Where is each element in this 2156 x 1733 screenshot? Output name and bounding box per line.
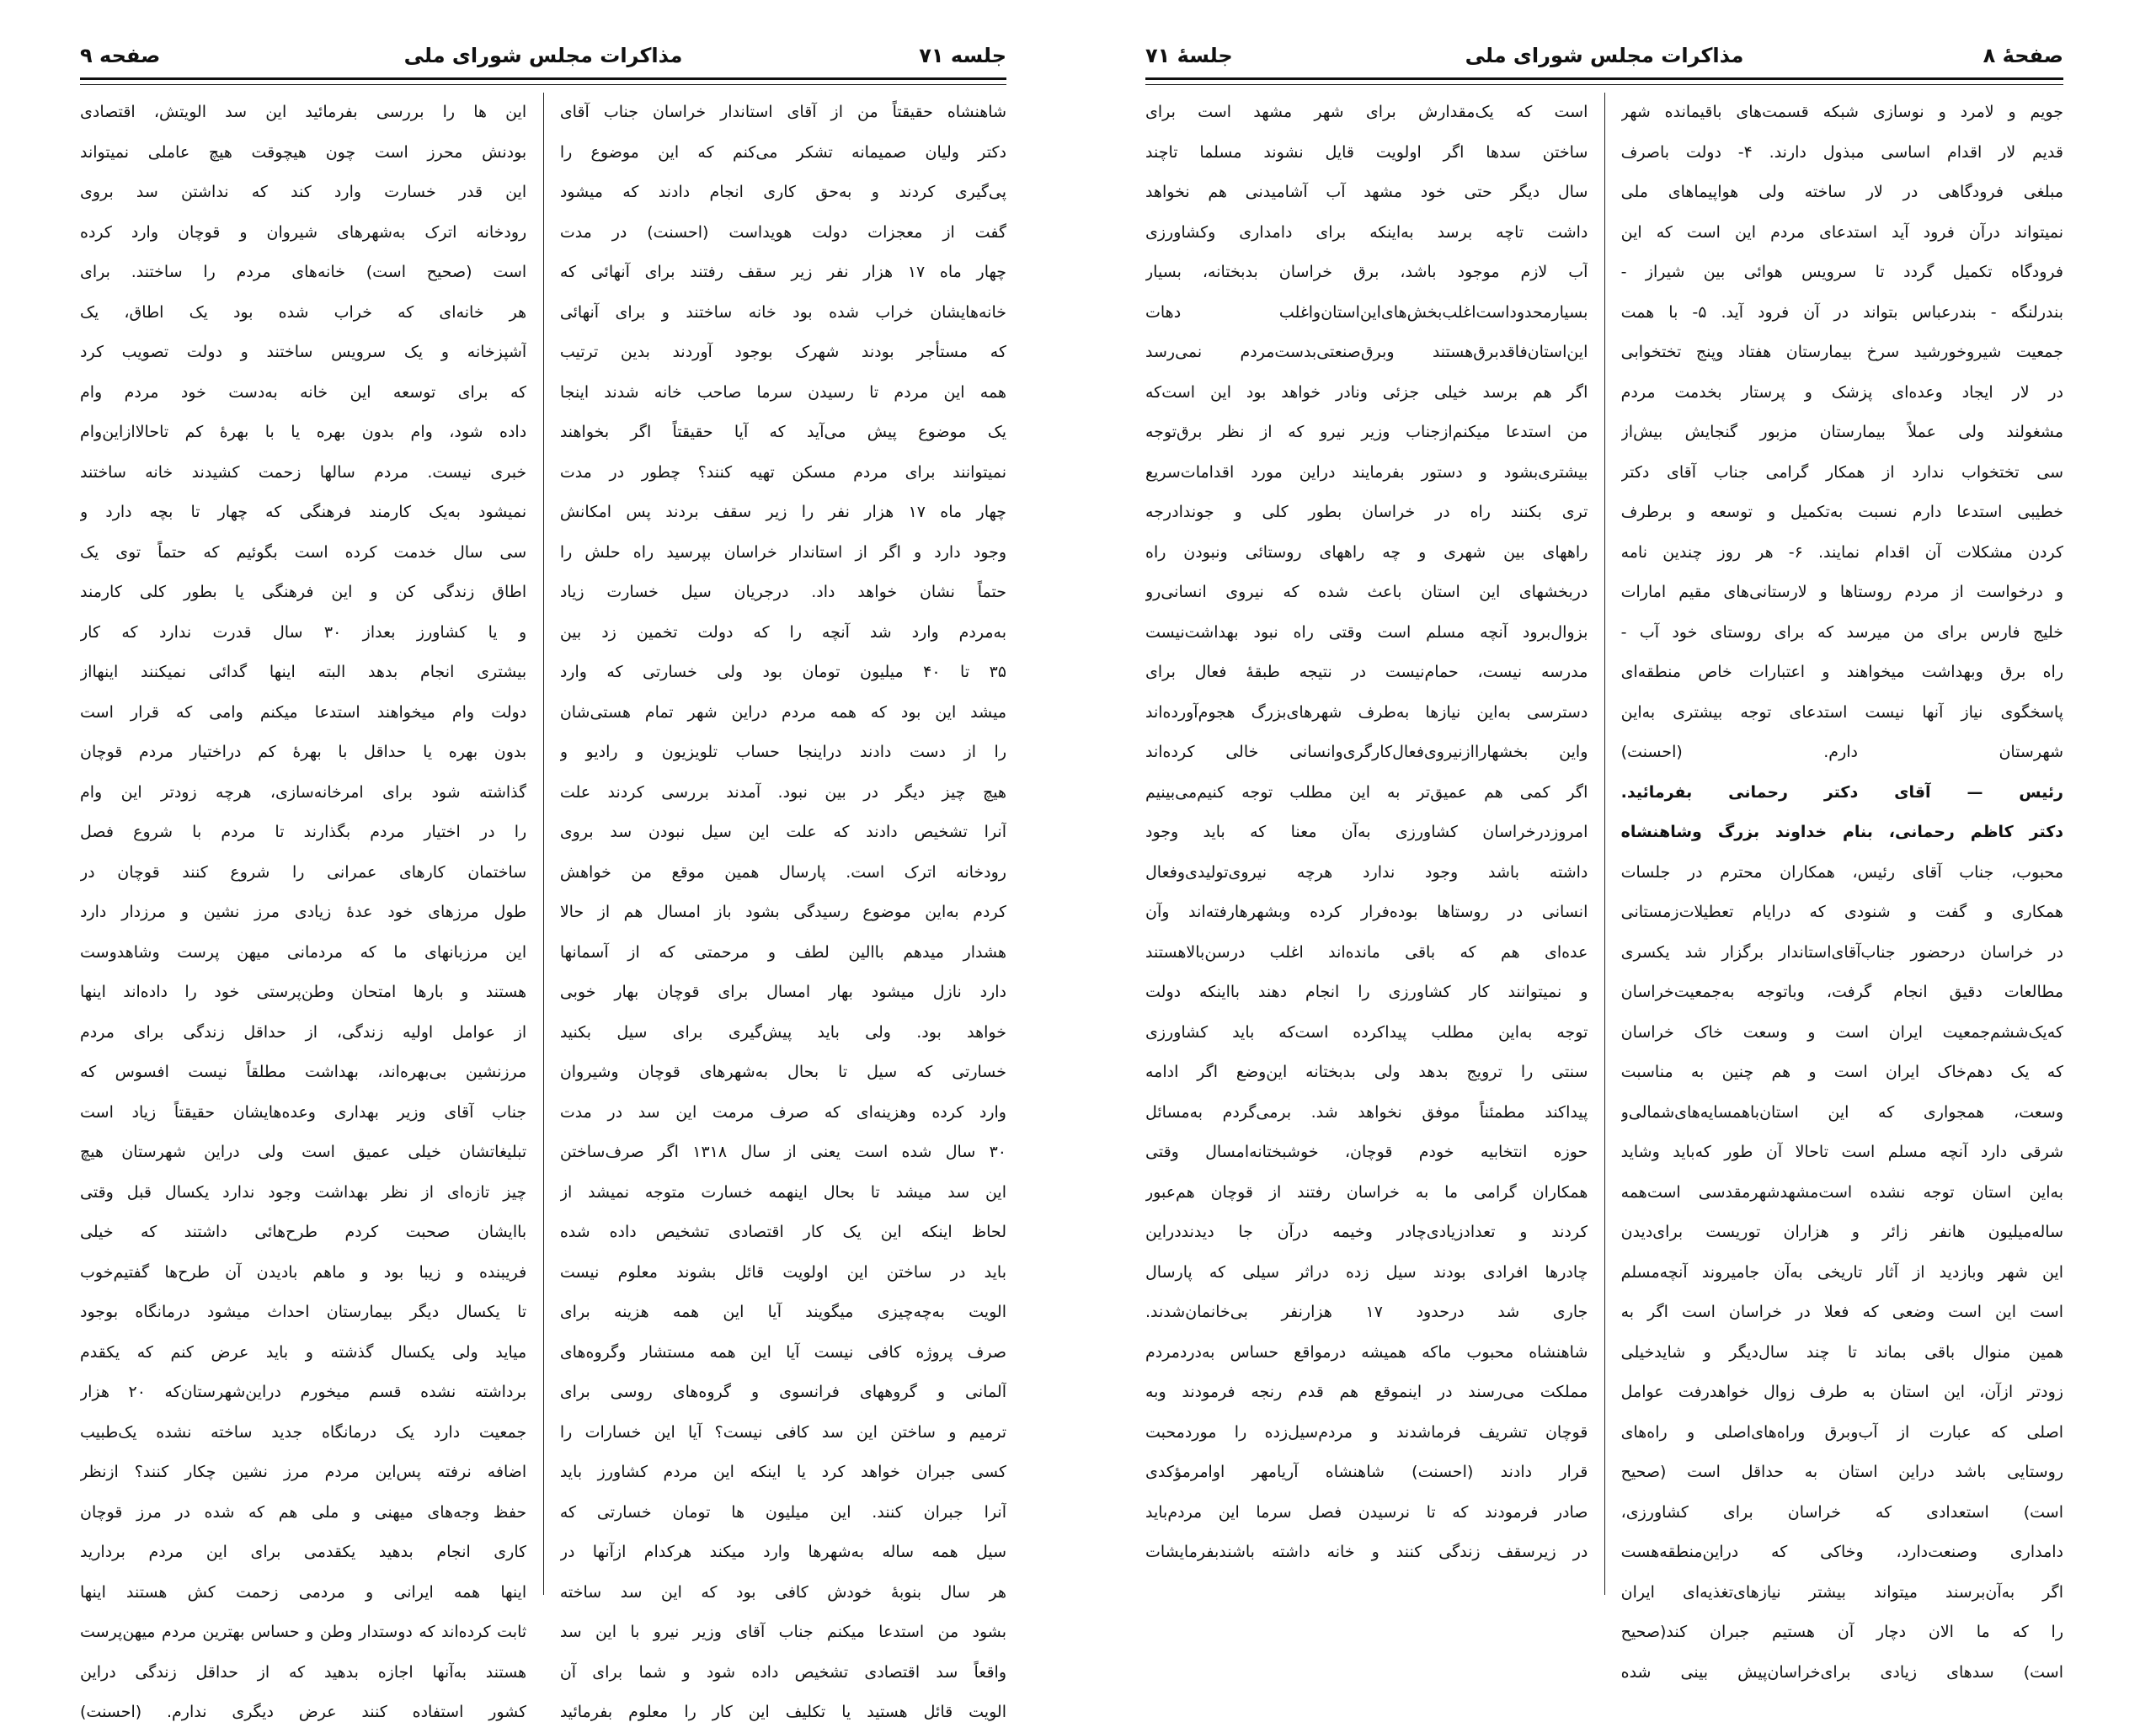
- text-line: تا یکسال دیگر بیمارستان احداث میشود درمانگاه بوجود: [80, 1303, 527, 1321]
- text-line: است این است وضعی که فعلا در خراسان است اگر به: [1620, 1303, 2063, 1321]
- text-line: الویت به‌چه‌چیزی میگویند آیا این همه هزینه برای: [559, 1303, 1006, 1321]
- text-line: کسی جبران خواهد کرد یا اینکه این مردم کشاورز باید: [559, 1463, 1006, 1481]
- text-line: ساختن سدها اگر اولویت قایل نشوند مسلما تاچند: [1145, 142, 1588, 162]
- text-line: جناب آقای وزیر بهداری وعده‌هایشان حقیقتاً زیاد است: [80, 1102, 527, 1122]
- text-line: دسترسی به‌این نیازها به‌طرف شهرهای‌بزرگ هجوم‌آورده‌اند: [1145, 702, 1588, 722]
- text-line: خبری نیست. مردم سالها زحمت کشیدند خانه ساختند: [80, 462, 527, 482]
- text-line: صرف پروژه کافی نیست آیا این همه مستشار وگروه‌های: [559, 1342, 1006, 1362]
- text-line: هستند و بارها امتحان وطن‌پرستی خود را داده‌اند اینها: [80, 983, 527, 1001]
- text-line: گذاشته شود برای امرخانه‌سازی، هرچه زودتر این وام: [80, 782, 527, 802]
- text-line: لحاظ اینکه این یک کار اقتصادی تشخیص داده شده: [559, 1223, 1006, 1241]
- text-line: این سد میشد تا بحال اینهمه خسارت متوجه نمیشد از: [559, 1182, 1006, 1202]
- text-line: سنتی را ترویج بدهد ولی بدبختانه این‌وضع اگر ادامه: [1145, 1063, 1588, 1081]
- text-line: در خراسان درحضور جناب‌آقای‌استاندار برگزار شد یکسری: [1620, 942, 2063, 962]
- text-columns: [80, 93, 1006, 1721]
- text-line: گفت از معجزات دولت هویداست (احسنت) در مدت: [559, 222, 1006, 242]
- text-line: چادرها افرادی بودند سیل زده دراثر سیلی که پارسال: [1145, 1262, 1588, 1282]
- text-line: هر خانه‌ای که خراب شده بود یک اطاق، یک: [80, 302, 527, 322]
- text-line: که مستأجر بودند شهرک بوجود آوردند بدین ترتیب: [559, 343, 1006, 361]
- text-line: ثابت کرده‌اند که دوستدار وطن و حساس بهترین مردم میهن‌پرست: [80, 1623, 527, 1641]
- text-line: بیشتری انجام بدهد البته اینها گدائی نمیکنند اینهااز: [80, 663, 527, 681]
- text-line: حوزه انتخابیه خودم قوچان، خوشبختانه‌امسال وقتی: [1145, 1143, 1588, 1161]
- text-line: آب لازم موجود باشد، برق خراسان بدبختانه، بسیار: [1145, 263, 1588, 281]
- header-rule: [1145, 84, 2063, 85]
- text-line: داشت تاچه برسد به‌اینکه برای دامداری وکشاورزی: [1145, 222, 1588, 242]
- text-line: که یک دهم‌خاک ایران است و هم چنین به مناسبت: [1620, 1063, 2063, 1081]
- text-line: چیز تازه‌ای از نظر بهداشت وجود ندارد یکسال قبل وقتی: [80, 1182, 527, 1202]
- text-line: قدیم لار اقدام اساسی مبذول دارند. ۴- دولت باصرف: [1620, 142, 2063, 162]
- text-line: جاری شد درحدود ۱۷ هزارنفر بی‌خانمان‌شدند.: [1145, 1303, 1588, 1321]
- column-right: [559, 93, 1006, 1721]
- text-line: جویم و لامرد و نوسازی شبکه قسمت‌های باقیمانده شهر: [1620, 103, 2063, 121]
- text-line: واین بخشهارا‌ازنیروی‌فعال‌کارگری‌وانسانی خالی کرده‌اند: [1145, 743, 1588, 761]
- text-line: است (صحیح است) خانه‌های مردم را ساختند. برای: [80, 263, 527, 281]
- text-line: بدون بهره یا حداقل با بهرهٔ کم دراختیار مردم قوچان: [80, 743, 527, 761]
- text-line: کاری انجام بدهید یکقدمی برای این مردم بردارید: [80, 1543, 527, 1561]
- text-line: چهار ماه ۱۷ هزار نفر زیر سقف رفتند برای آنهائی که: [559, 263, 1006, 281]
- text-line: پیداکند مطمئناً موفق نخواهد شد. برمی‌گردم به‌مسائل: [1145, 1102, 1588, 1122]
- text-line: رودخانه اترک به‌شهرهای شیروان و قوچان وارد کرده: [80, 222, 527, 242]
- text-line: زودتر ازآن، این استان به طرف زوال خواهدرفت عوامل: [1620, 1383, 2063, 1401]
- journal-title: مذاکرات مجلس شورای ملی: [403, 44, 683, 67]
- session-label: جلسهٔ ۷۱: [1145, 44, 1233, 67]
- journal-title: مذاکرات مجلس شورای ملی: [1465, 44, 1744, 67]
- text-line: انسانی در روستاها بوده‌فرار کرده وبشهرها‌رفته‌اند وآن: [1145, 903, 1588, 921]
- page-9: [80, 34, 1006, 1721]
- text-line: بندرلنگه - بندرعباس بتواند در آن فرود آید. ۵- با همت: [1620, 302, 2063, 322]
- text-line: توجه به‌این مطلب پیداکرده است‌که باید کشاورزی: [1145, 1022, 1588, 1042]
- text-line: مطالعات دقیق انجام گرفت، وباتوجه به‌جمعیت‌خراسان: [1620, 983, 2063, 1001]
- session-label: جلسه ۷۱: [919, 44, 1006, 67]
- text-line: میاید ولی یکسال گذشته و باید عرض کنم که یکقدم: [80, 1342, 527, 1362]
- text-line: این ها را بررسی بفرمائید این سد الویتش، اقتصادی: [80, 103, 527, 121]
- text-line: من استدعا میکنم‌ازجناب وزیر نیرو که از نظر برق‌توجه: [1145, 423, 1588, 441]
- text-line: صادر فرمودند که تا نرسیدن فصل سرما این مردم‌باید: [1145, 1502, 1588, 1522]
- text-line: بشود من استدعا میکنم جناب آقای وزیر نیرو با این سد: [559, 1623, 1006, 1641]
- text-line: را از دست دادند دراینجا حساب تلویزیون و رادیو و: [559, 743, 1006, 761]
- text-line: دکتر ولیان صمیمانه تشکر می‌کنم که این موضوع را: [559, 142, 1006, 162]
- text-line: بودنش محرز است چون هیچوقت هیچ عاملی نمیتواند: [80, 142, 527, 162]
- text-line: هیچ چیز دیگر در بین نبود. آمدند بررسی کردند علت: [559, 782, 1006, 802]
- text-line: کردم به‌این موضوع رسیدگی بشود باز امسال هم از حالا: [559, 903, 1006, 921]
- text-line: سی تختخواب ندارد از همکار گرامی جناب آقای دکتر: [1620, 462, 2063, 482]
- text-line: آشپزخانه و یک سرویس ساختند و دولت تصویب کرد: [80, 343, 527, 361]
- text-line: خطیبی استدعا دارم نسبت به‌تکمیل و توسعه و برطرف: [1620, 503, 2063, 521]
- text-line: اگر هم برسد خیلی جزئی ونادر خواهد بود این است‌که: [1145, 382, 1588, 402]
- text-line: راههای بین شهری و چه راههای روستائی ونبودن راه: [1145, 542, 1588, 562]
- text-line: شاهنشاه حقیقتاً من از آقای استاندار خراسان جناب آقای: [559, 103, 1006, 121]
- text-line: ۳۵ تا ۴۰ میلیون تومان بود ولی خسارتی که وارد: [559, 663, 1006, 681]
- text-line: نمیتوانند برای مردم مسکن تهیه کنند؟ چطور در مدت: [559, 462, 1006, 482]
- text-line: اطاق زندگی کن و این فرهنگی یا بطور کلی کارمند: [80, 583, 527, 601]
- text-line: این مرزبانهای ما که مردمانی میهن پرست وشاهدوست: [80, 942, 527, 962]
- text-line: شرقی دارد آنچه مسلم است تاحالا آن طور که‌باید وشاید: [1620, 1143, 2063, 1161]
- text-line: جمعیت شیروخورشید سرخ بیمارستان هفتاد وپنج تختخوابی: [1620, 343, 2063, 361]
- text-line: بسیارمحدوداست‌اغلب‌بخش‌های‌این‌استان‌واغلب دهات: [1145, 302, 1588, 322]
- text-line: به‌مردم وارد شد آنچه را که دولت تخمین زد بین: [559, 622, 1006, 642]
- text-line: قرار دادند (احسنت) شاهنشاه آریامهر اوامرمؤکدی: [1145, 1463, 1588, 1481]
- text-line: دولت وام میخواهند استدعا میکنم وامی که قرار است: [80, 702, 527, 722]
- page-header: [1145, 34, 2063, 80]
- text-line: وسعت، همجواری که این استان‌باهمسایه‌های‌شمالی‌و: [1620, 1102, 2063, 1122]
- text-line: حفظ وجه‌های میهنی و ملی هم که شده در مرز قوچان: [80, 1502, 527, 1522]
- text-line: بیشتری‌بشود و دستور بفرمایند دراین مورد اقدامات‌سریع: [1145, 462, 1588, 482]
- text-line: نمیتواند درآن فرود آید استدعای مردم این است که این: [1620, 222, 2063, 242]
- text-line: هشدار میدهم باالین لطف و مرحمتی که از آسمانها: [559, 942, 1006, 962]
- text-line: مدرسه نیست، حمام‌نیست در نتیجه طبقهٔ فعال برای: [1145, 663, 1588, 681]
- text-line: پاسخگوی نیاز آنها نیست استدعای توجه بیشتری به‌این: [1620, 702, 2063, 722]
- text-line: روستایی باشد دراین استان به حداقل است (صحیح: [1620, 1463, 2063, 1481]
- text-line: که‌یک‌ششم‌جمعیت ایران است و وسعت خاک خراسان: [1620, 1022, 2063, 1042]
- text-line: داشته باشد وجود ندارد هرچه نیروی‌تولیدی‌وفعال: [1145, 862, 1588, 882]
- text-line: پی‌گیری کردند و به‌حق کاری انجام دادند که میشود: [559, 183, 1006, 201]
- text-line: باایشان صحبت کردم طرح‌هائی داشتند که خیلی: [80, 1223, 527, 1241]
- text-line: اینها همه ایرانی و مردمی زحمت کش هستند اینها: [80, 1582, 527, 1602]
- text-line: ساله‌میلیون هانفر زائر و هزاران توریست برای‌دیدن: [1620, 1223, 2063, 1241]
- text-line: سال دیگر حتی خود مشهد آب آشامیدنی هم نخواهد: [1145, 183, 1588, 201]
- text-line: خانه‌هایشان خراب شده بود خانه ساختند و برای آنهائی: [559, 302, 1006, 322]
- text-line: شاهنشاه محبوب ما‌که همیشه درمواقع حساس به‌دردمردم: [1145, 1342, 1588, 1362]
- text-line: عده‌ای هم که باقی مانده‌اند اغلب درسن‌بالا‌هستند: [1145, 942, 1588, 962]
- column-divider: [543, 93, 544, 1595]
- text-line: ۳۰ سال شده است یعنی از سال ۱۳۱۸ اگر صرف‌ساختن: [559, 1143, 1006, 1161]
- text-line: برداشته نشده قسم میخورم دراین‌شهرستان‌که ۲۰ هزار: [80, 1383, 527, 1401]
- text-line: ترمیم و ساختن این سد کافی نیست؟ آیا این خسارات را: [559, 1422, 1006, 1442]
- text-line: الویت قائل هستید یا تکلیف این کار را معلوم بفرمائید: [559, 1703, 1006, 1721]
- text-line: را که ما الان دچار آن هستیم جبران کند(صحیح: [1620, 1623, 2063, 1641]
- text-line: فرودگاه تکمیل گردد تا سرویس هوائی بین شیراز -: [1620, 263, 2063, 281]
- text-line: اگر به‌آن‌برسند میتواند بیشتر نیازهای‌تغذیه‌ای ایران: [1620, 1582, 2063, 1602]
- text-columns: [1145, 93, 2063, 1682]
- text-line: از عوامل اولیه زندگی، از حداقل زندگی برای مردم: [80, 1022, 527, 1042]
- text-line: واقعاً سد اقتصادی تشخیص داده شود و شما برای آن: [559, 1662, 1006, 1682]
- text-line: سی سال خدمت کرده است بگوئیم که حتماً توی یک: [80, 542, 527, 562]
- text-line: شهرستان دارم. (احسنت): [1620, 743, 2063, 761]
- page-8: [1145, 34, 2063, 1682]
- text-line: حتماً نشان خواهد داد. درجریان سیل خسارت زیاد: [559, 583, 1006, 601]
- text-line: بزوال‌برود آنچه مسلم است وقتی راه نبود بهداشت‌نیست: [1145, 622, 1588, 642]
- text-line: فریبنده و زیبا بود و ماهم بادیدن آن طرح‌ها گفتیم‌خوب: [80, 1262, 527, 1282]
- text-line: مرزنشین بی‌بهره‌اند، بهداشت مطلقاً نیست افسوس که: [80, 1063, 527, 1081]
- text-line: محبوب، جناب آقای رئیس، همکاران محترم در جلسات: [1620, 862, 2063, 882]
- text-line: و نمیتوانند کار کشاورزی را انجام دهند بااینکه دولت: [1145, 983, 1588, 1001]
- text-line: میشد این بود که همه مردم دراین شهر تمام هستی‌شان: [559, 702, 1006, 722]
- text-line: رئیس — آقای دکتر رحمانی بفرمائید.: [1620, 782, 2063, 802]
- text-line: و درخواست از مردم روستاها و لارستانی‌های مقیم امارات: [1620, 583, 2063, 601]
- column-left: [1145, 93, 1588, 1625]
- text-line: خسارتی که سیل تا بحال به‌شهرهای قوچان وشیروان: [559, 1063, 1006, 1081]
- text-line: تبلیغاتشان خیلی عمیق است ولی دراین شهرستان هیچ: [80, 1143, 527, 1161]
- text-line: باید در ساختن این اولویت قائل بشوند معلوم نیست: [559, 1262, 1006, 1282]
- text-line: امروزدرخراسان کشاورزی به‌آن معنا که باید وجود: [1145, 823, 1588, 841]
- text-line: اگر کمی هم عمیق‌تر به این مطلب توجه کنیم‌می‌بینیم: [1145, 782, 1588, 802]
- text-line: کردند و تعدادزیادی‌چادر وخیمه درآن جا دیدنددراین: [1145, 1223, 1588, 1241]
- text-line: مشغولند ولی عملاً بیمارستان مزبور گنجایش بیش‌از: [1620, 423, 2063, 441]
- text-line: کشور استفاده کنند عرض دیگری ندارم. (احسنت): [80, 1703, 527, 1721]
- text-line: خواهد بود. ولی باید پیش‌گیری برای سیل بکنید: [559, 1022, 1006, 1042]
- text-line: مملکت می‌رسند در اینموقع هم قدم رنجه فرمودند وبه: [1145, 1383, 1588, 1401]
- text-line: آنرا جبران کنند. این میلیون ها تومان خسارتی که: [559, 1502, 1006, 1522]
- text-line: در لار ایجاد وعده‌ای پزشک و پرستار بخدمت مردم: [1620, 382, 2063, 402]
- text-line: همه این مردم تا رسیدن سرما صاحب خانه شدند اینجا: [559, 382, 1006, 402]
- text-line: در زیرسقف زندگی کنند و خانه داشته باشندبفرمایشات: [1145, 1543, 1588, 1561]
- text-line: دربخشهای این استان باعث شده که نیروی انسانی‌رو: [1145, 583, 1588, 601]
- text-line: آنرا تشخیص دادند که علت این سیل نبودن سد بروی: [559, 823, 1006, 841]
- text-line: دارد نازل میشود بهار امسال برای قوچان بهار خوبی: [559, 983, 1006, 1001]
- text-line: دکتر کاظم رحمانی، بنام خداوند بزرگ وشاهنشاه: [1620, 823, 2063, 841]
- page-header: [80, 34, 1006, 80]
- text-line: اصلی که عبارت از آب‌وبرق وراه‌های‌اصلی و راه‌های: [1620, 1422, 2063, 1442]
- text-line: دامداری وصنعت‌دارد، وخاکی که دراین‌منطقه‌هست: [1620, 1543, 2063, 1561]
- text-line: چهار ماه ۱۷ هزار نفر را زیر سقف بردند پس امکانش: [559, 503, 1006, 521]
- text-line: این قدر خسارت وارد کند که نداشتن سد بروی: [80, 183, 527, 201]
- text-line: و یا کشاورز بعداز ۳۰ سال قدرت ندارد که کار: [80, 622, 527, 642]
- text-line: این شهر وبازدید از آثار تاریخی به‌آن جامیروند آنچه‌مسلم: [1620, 1262, 2063, 1282]
- text-line: اضافه نرفته پس‌این مردم مرز نشین چکار کنند؟ ازنظر: [80, 1463, 527, 1481]
- text-line: همکاری و گفت و شنودی که درایام تعطیلات‌زمستانی: [1620, 903, 2063, 921]
- text-line: جمعیت دارد یک درمانگاه جدید ساخته نشده یک‌طبیب: [80, 1422, 527, 1442]
- text-line: است) سدهای زیادی برای‌خراسان‌پیش بینی شده: [1620, 1662, 2063, 1682]
- column-right: [1620, 93, 2063, 1682]
- text-line: هستند به‌آنها اجازه بدهید که از حداقل زندگی دراین: [80, 1662, 527, 1682]
- page-number: صفحه ۹: [80, 44, 161, 67]
- text-line: وجود دارد و اگر از استاندار خراسان بپرسید راه حلش را: [559, 542, 1006, 562]
- text-line: ساختمان کارهای عمرانی را شروع کنند قوچان در: [80, 862, 527, 882]
- text-line: همین منوال باقی بماند تا چند سال‌دیگر و شایدخیلی: [1620, 1342, 2063, 1362]
- text-line: نمیشود به‌یک کارمند فرهنگی که چهار تا بچه دارد و: [80, 503, 527, 521]
- text-line: رودخانه اترک است. پارسال همین موقع من خواهش: [559, 862, 1006, 882]
- text-line: خلیج فارس برای من میرسد که برای روستای خود آب -: [1620, 622, 2063, 642]
- text-line: مبلغی فرودگاهی در لار ساخته ولی هواپیماهای ملی: [1620, 183, 2063, 201]
- text-line: قوچان تشریف فرماشدند و مردم‌سیل‌زده را موردمحبت: [1145, 1422, 1588, 1442]
- text-line: تری بکنند راه در خراسان بطور کلی و جوندادرجه: [1145, 503, 1588, 521]
- text-line: کردن مشکلات آن اقدام نمایند. ۶- هر روز چندین نامه: [1620, 542, 2063, 562]
- text-line: طول مرزهای خود عدهٔ زیادی مرز نشین و مرزدار دارد: [80, 903, 527, 921]
- header-rule: [80, 84, 1006, 85]
- text-line: همکاران گرامی ما به خراسان رفتند از قوچان هم‌عبور: [1145, 1182, 1588, 1202]
- text-line: راه برق وبهداشت میخواهند و اعتبارات خاص منطقه‌ای: [1620, 663, 2063, 681]
- text-line: وارد کرده وهزینه‌ای که صرف مرمت این سد در مدت: [559, 1102, 1006, 1122]
- text-line: را در اختیار مردم بگذارند تا مردم با شروع فصل: [80, 823, 527, 841]
- column-divider: [1604, 93, 1605, 1595]
- text-line: داده شود، وام بدون بهره یا با بهرهٔ کم تاحالاازاین‌وام: [80, 423, 527, 441]
- text-line: است) استعدادی که خراسان برای کشاورزی،: [1620, 1502, 2063, 1522]
- page-number: صفحهٔ ۸: [1983, 44, 2063, 67]
- text-line: سیل همه ساله به‌شهرها وارد میکند هرکدام ازآنها در: [559, 1543, 1006, 1561]
- text-line: به‌این استان توجه نشده است‌مشهدشهرمقدسی است‌همه: [1620, 1182, 2063, 1202]
- text-line: این‌استان‌فاقدبرق‌هستند وبرق‌صنعتی‌بدست‌مردم نمی‌رسد: [1145, 343, 1588, 361]
- column-left: [80, 93, 527, 1721]
- text-line: است که یک‌مقدارش برای شهر مشهد است برای: [1145, 103, 1588, 121]
- text-line: یک موضوع پیش می‌آید که آیا حقیقتاً اگر بخواهند: [559, 423, 1006, 441]
- text-line: آلمانی و گروههای فرانسوی و گروه‌های روسی برای: [559, 1383, 1006, 1401]
- text-line: که برای توسعه این خانه به‌دست خود مردم وام: [80, 382, 527, 402]
- text-line: هر سال بنوبهٔ خودش کافی بود که این سد ساخته: [559, 1582, 1006, 1602]
